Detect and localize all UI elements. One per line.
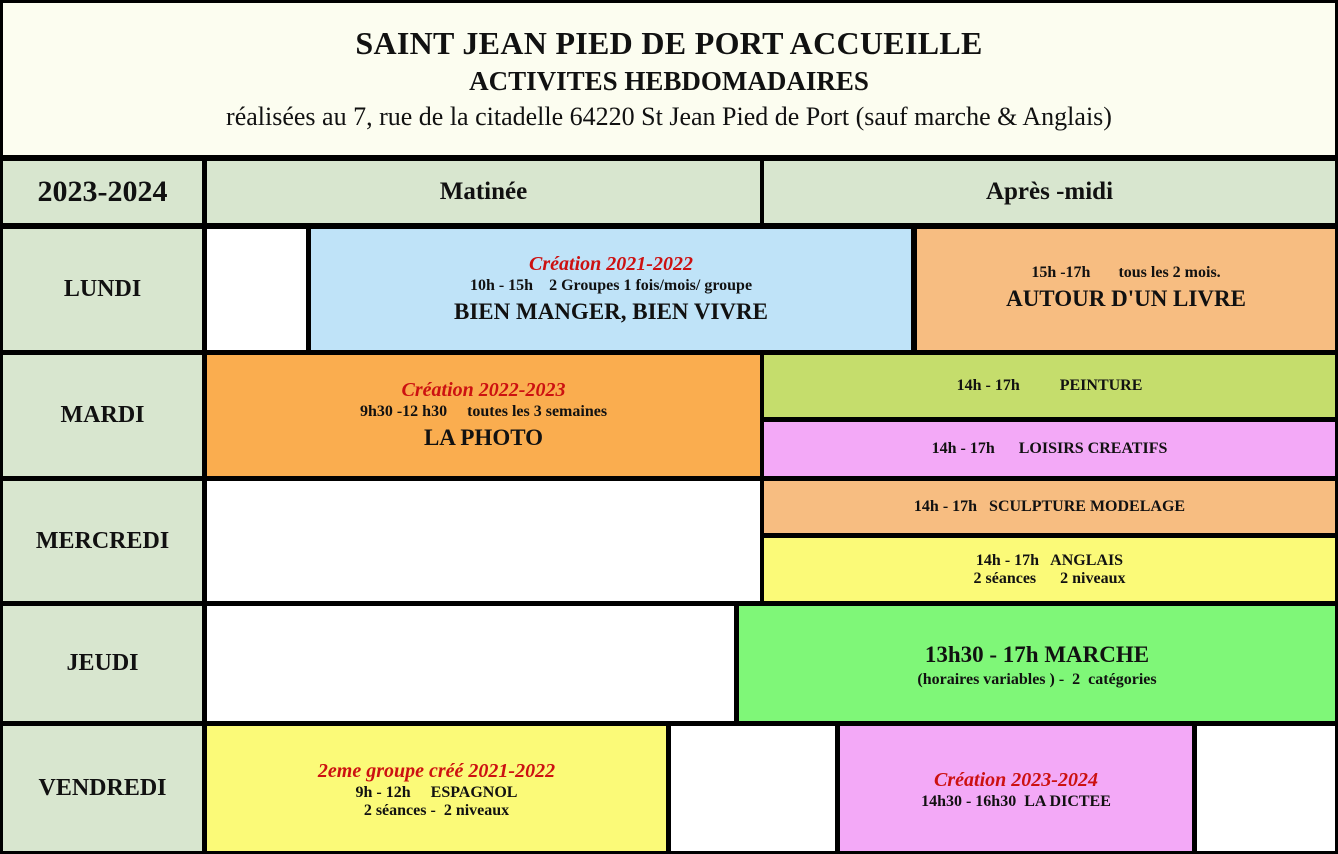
creation-note: Création 2023-2024 bbox=[934, 768, 1098, 791]
empty-slot bbox=[671, 726, 835, 851]
day-label-text: MARDI bbox=[60, 402, 145, 428]
activity-schedule: 9h - 12h ESPAGNOL bbox=[355, 783, 518, 801]
page-subtitle: ACTIVITES HEBDOMADAIRES bbox=[469, 66, 869, 96]
day-label-friday bbox=[3, 726, 202, 851]
empty-slot bbox=[207, 229, 306, 350]
activity-schedule: 10h - 15h 2 Groupes 1 fois/mois/ groupe bbox=[469, 277, 753, 294]
activity-schedule: 14h - 17h ANGLAIS bbox=[975, 551, 1124, 569]
activity-photo bbox=[207, 355, 760, 476]
creation-note: Création 2022-2023 bbox=[401, 379, 566, 401]
year-header bbox=[3, 161, 202, 223]
activity-title: BIEN MANGER, BIEN VIVRE bbox=[454, 299, 768, 324]
activity-loisirs-creatifs bbox=[764, 422, 1335, 476]
empty-slot bbox=[1197, 726, 1335, 851]
empty-slot bbox=[207, 481, 760, 601]
activity-title: AUTOUR D'UN LIVRE bbox=[1006, 286, 1246, 311]
activity-anglais bbox=[764, 538, 1335, 601]
activity-schedule: 14h - 17h PEINTURE bbox=[956, 377, 1143, 394]
empty-slot bbox=[207, 606, 734, 721]
day-label-text: JEUDI bbox=[66, 650, 139, 676]
activity-sculpture bbox=[764, 481, 1335, 533]
table-header bbox=[3, 3, 1335, 155]
day-label-thursday bbox=[3, 606, 202, 721]
activity-details: 2 séances - 2 niveaux bbox=[363, 801, 510, 819]
creation-note: 2eme groupe créé 2021-2022 bbox=[317, 759, 556, 782]
activity-bien-manger bbox=[311, 229, 911, 350]
creation-note: Création 2021-2022 bbox=[529, 253, 693, 275]
afternoon-header bbox=[764, 161, 1335, 223]
activity-title: LA PHOTO bbox=[423, 425, 544, 450]
activity-peinture bbox=[764, 355, 1335, 417]
activity-schedule: 14h - 17h SCULPTURE MODELAGE bbox=[913, 498, 1186, 515]
activity-details: 2 séances 2 niveaux bbox=[973, 569, 1126, 587]
activity-dictee bbox=[840, 726, 1192, 851]
address-line: réalisées au 7, rue de la citadelle 64220 St Jean Pied de Port (sauf marche & Anglais) bbox=[226, 102, 1112, 131]
day-label-text: LUNDI bbox=[63, 276, 142, 302]
activity-espagnol bbox=[207, 726, 666, 851]
activity-marche bbox=[739, 606, 1335, 721]
activity-schedule: 13h30 - 17h MARCHE bbox=[924, 642, 1150, 667]
day-label-wednesday bbox=[3, 481, 202, 601]
day-label-text: MERCREDI bbox=[35, 527, 170, 554]
morning-label: Matinée bbox=[439, 178, 528, 205]
afternoon-label: Après -midi bbox=[985, 178, 1114, 205]
morning-header bbox=[207, 161, 760, 223]
day-label-text: VENDREDI bbox=[38, 775, 167, 801]
activity-details: (horaires variables ) - 2 catégories bbox=[917, 671, 1157, 688]
activity-schedule: 9h30 -12 h30 toutes les 3 semaines bbox=[359, 403, 608, 420]
activity-schedule: 15h -17h tous les 2 mois. bbox=[1031, 264, 1221, 281]
page-title: SAINT JEAN PIED DE PORT ACCUEILLE bbox=[355, 25, 983, 61]
year-label: 2023-2024 bbox=[37, 175, 168, 208]
day-label-monday bbox=[3, 229, 202, 350]
day-label-tuesday bbox=[3, 355, 202, 476]
activity-schedule: 14h30 - 16h30 LA DICTEE bbox=[921, 792, 1111, 810]
activity-autour-livre bbox=[917, 229, 1335, 350]
activity-schedule: 14h - 17h LOISIRS CREATIFS bbox=[931, 440, 1168, 457]
